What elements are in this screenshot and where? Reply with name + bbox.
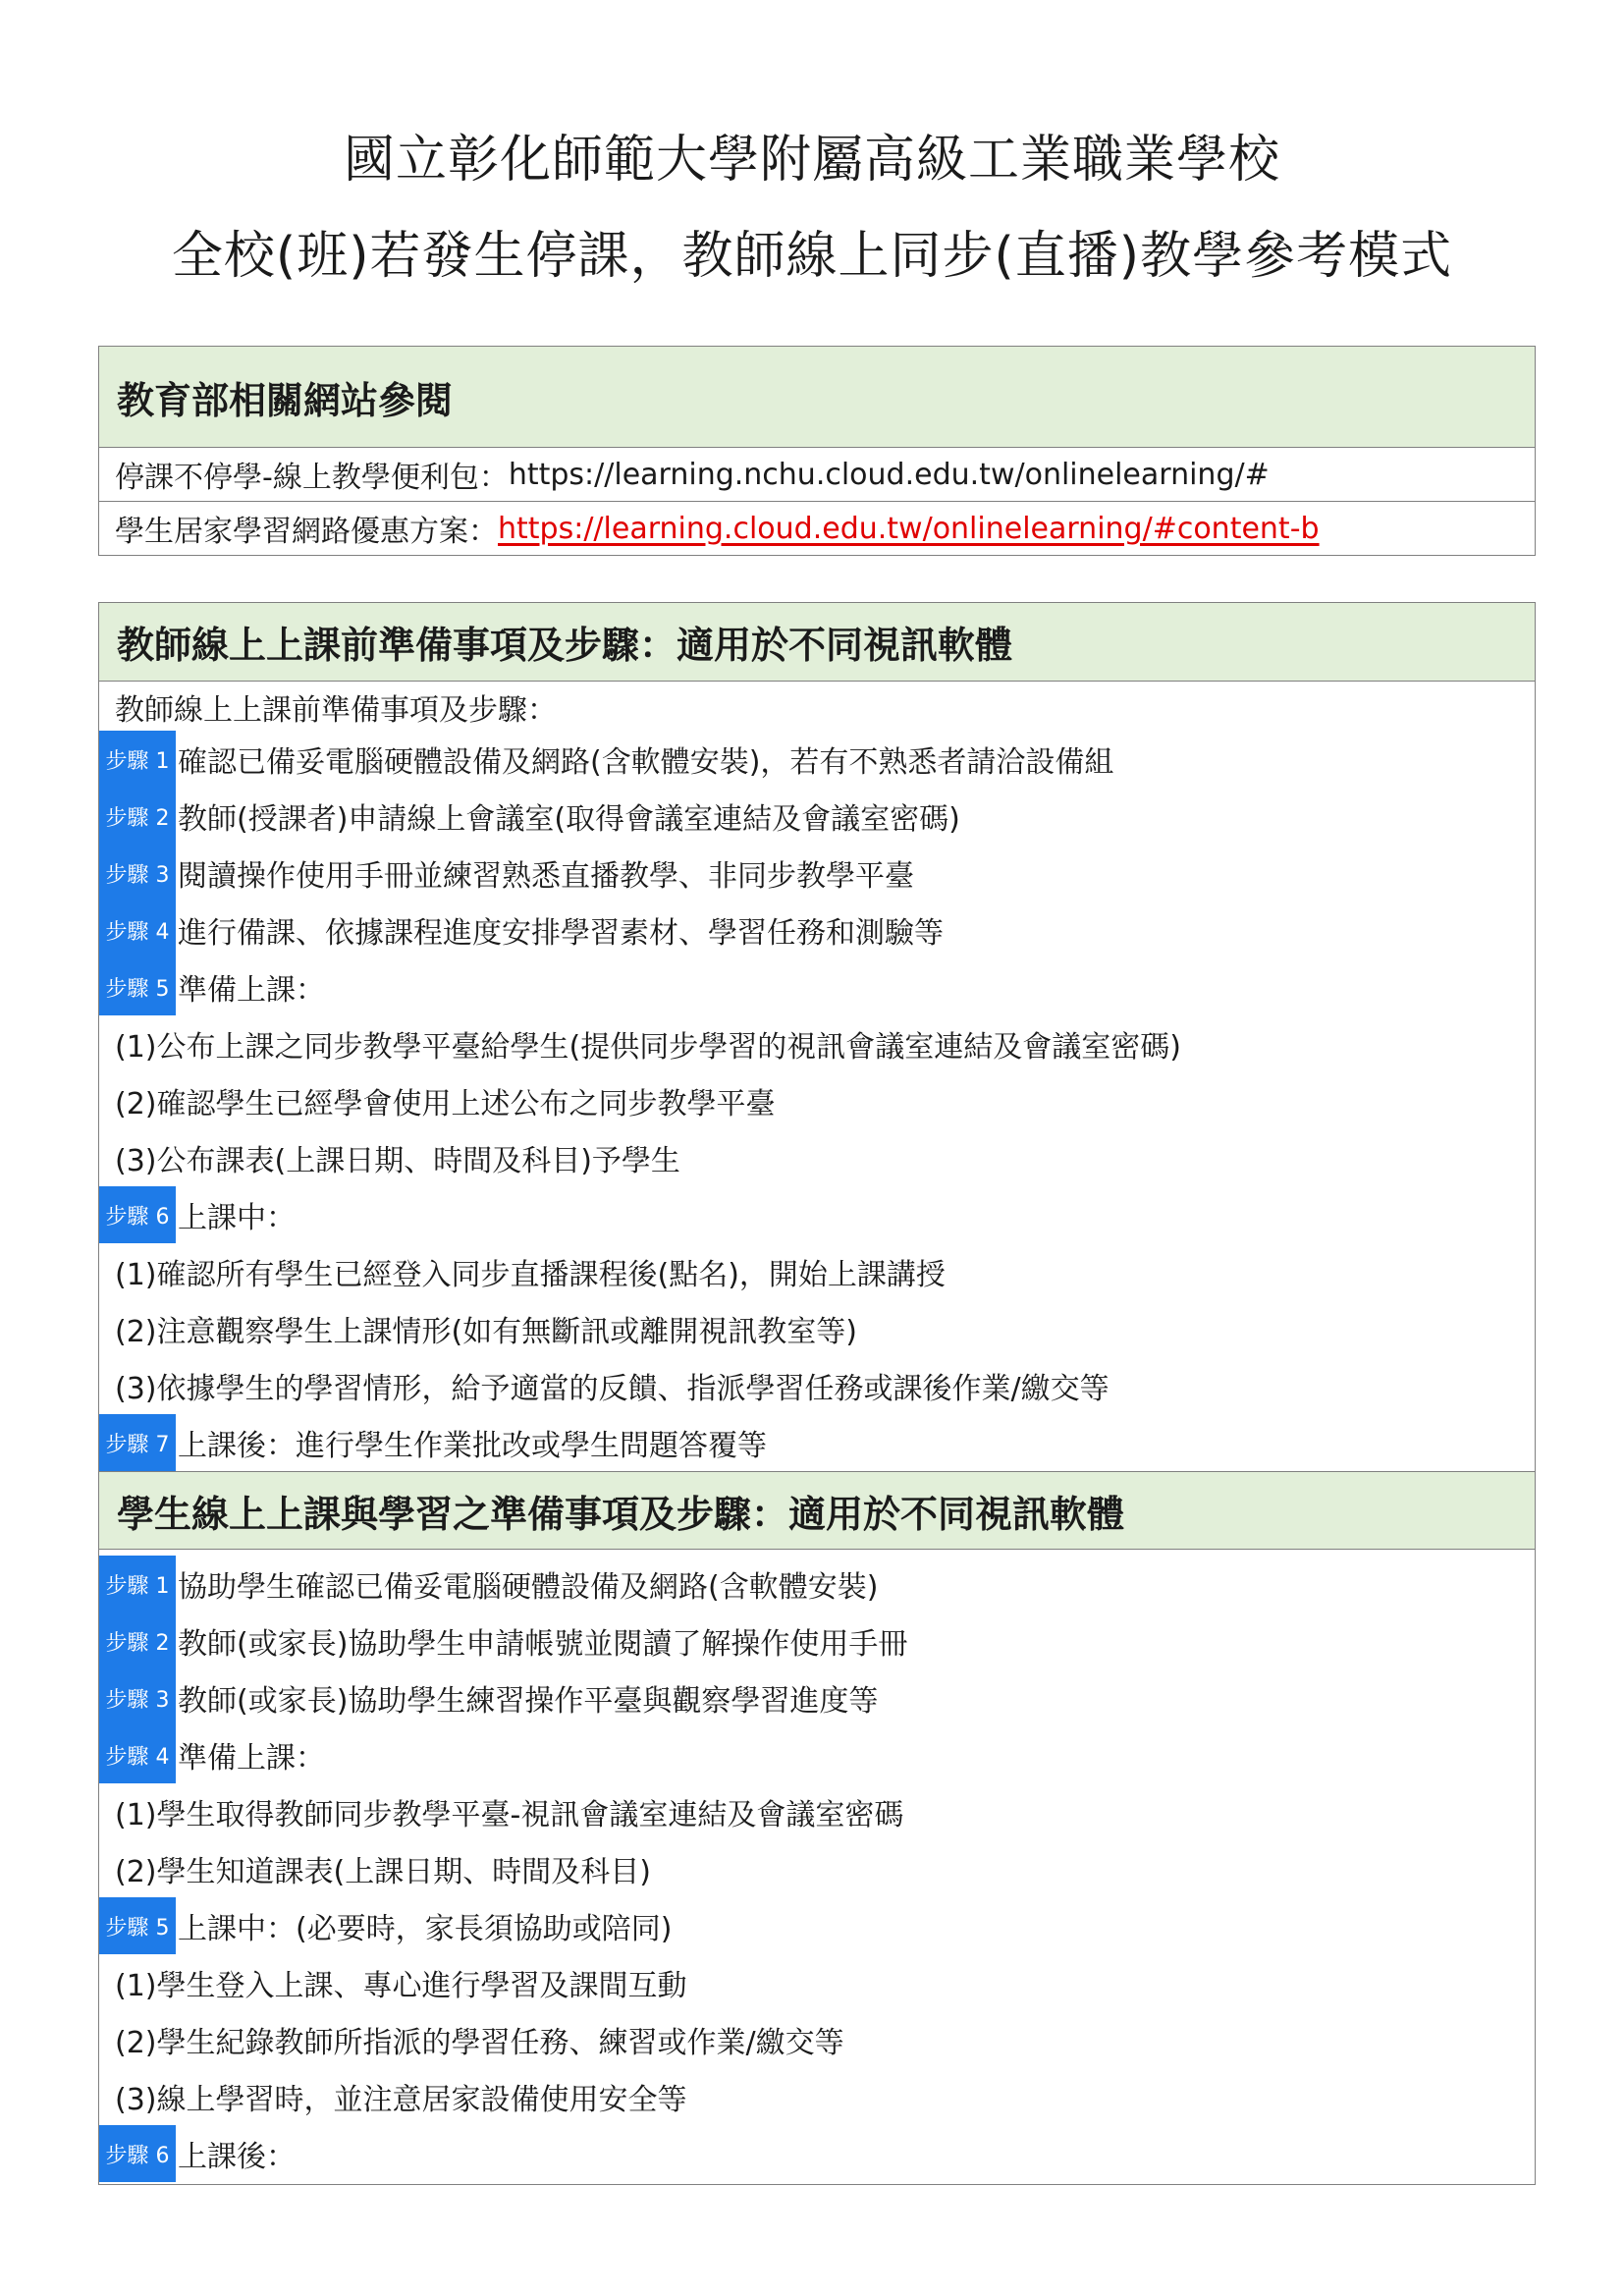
teacher-step-line: [99, 1243, 1535, 1300]
step-text: 上課後：: [178, 2140, 296, 2174]
step-text: 準備上課：: [178, 1741, 325, 1776]
teacher-step-line: [99, 731, 1535, 788]
step-text: 上課後：進行學生作業批改或學生問題答覆等: [178, 1429, 767, 1463]
step-badge: 步驟 1: [99, 1556, 176, 1613]
teacher-step-line: [99, 1300, 1535, 1357]
teacher-step-list: [99, 731, 1535, 1471]
moe-row-network-offer-label: 學生居家學習網路優惠方案：: [115, 515, 498, 549]
student-step-list: [99, 1550, 1535, 2182]
teacher-step-line: [99, 1357, 1535, 1414]
moe-reference-header: 教育部相關網站參閱: [99, 347, 1535, 448]
step-text: 進行備課、依據課程進度安排學習素材、學習任務和測驗等: [178, 916, 944, 951]
step-badge: 步驟 3: [99, 1669, 176, 1726]
step-badge: 步驟 4: [99, 1726, 176, 1783]
step-text: 教師(或家長)協助學生申請帳號並閱讀了解操作使用手冊: [178, 1627, 908, 1662]
teacher-step-line: [99, 788, 1535, 845]
teacher-intro: 教師線上上課前準備事項及步驟：: [115, 693, 557, 728]
step-badge: 步驟 5: [99, 1897, 176, 1954]
teacher-step-line: [99, 902, 1535, 958]
step-text: (2)注意觀察學生上課情形(如有無斷訊或離開視訊教室等): [115, 1315, 857, 1349]
step-badge: 步驟 5: [99, 958, 176, 1015]
step-text: 教師(授課者)申請線上會議室(取得會議室連結及會議室密碼): [178, 802, 960, 837]
moe-network-offer-link[interactable]: https://learning.cloud.edu.tw/onlinelearning/#content-b: [498, 511, 1320, 546]
step-badge: 步驟 7: [99, 1414, 176, 1471]
moe-row-toolkit-label: 停課不停學-線上教學便利包：: [115, 461, 509, 495]
student-step-line: [99, 1613, 1535, 1669]
step-text: (1)學生取得教師同步教學平臺-視訊會議室連結及會議室密碼: [115, 1798, 904, 1832]
teacher-step-line: [99, 1186, 1535, 1243]
teacher-section-header: 教師線上上課前準備事項及步驟：適用於不同視訊軟體: [99, 603, 1535, 682]
teacher-step-line: [99, 1414, 1535, 1471]
document-title-line1: 國立彰化師範大學附屬高級工業職業學校: [343, 131, 1280, 190]
step-badge: 步驟 6: [99, 2125, 176, 2182]
steps-box: [98, 602, 1536, 2185]
step-badge: 步驟 4: [99, 902, 176, 958]
step-badge: 步驟 2: [99, 788, 176, 845]
student-step-line: [99, 1783, 1535, 1840]
teacher-step-line: [99, 1129, 1535, 1186]
step-text: (3)依據學生的學習情形，給予適當的反饋、指派學習任務或課後作業/繳交等: [115, 1372, 1110, 1406]
step-text: 準備上課：: [178, 973, 325, 1008]
teacher-step-line: [99, 1072, 1535, 1129]
step-text: (1)確認所有學生已經登入同步直播課程後(點名)，開始上課講授: [115, 1258, 946, 1292]
teacher-step-line: [99, 1015, 1535, 1072]
step-text: 上課中：: [178, 1201, 296, 1235]
teacher-step-line: [99, 958, 1535, 1015]
moe-row-network-offer: [99, 502, 1535, 555]
step-text: 上課中：(必要時，家長須協助或陪同): [178, 1912, 673, 1946]
step-text: 協助學生確認已備妥電腦硬體設備及網路(含軟體安裝): [178, 1570, 879, 1605]
student-step-line: [99, 2011, 1535, 2068]
moe-reference-box: [98, 346, 1536, 556]
student-step-line: [99, 1726, 1535, 1783]
step-text: (2)確認學生已經學會使用上述公布之同步教學平臺: [115, 1087, 776, 1121]
student-step-line: [99, 2125, 1535, 2182]
step-text: 閱讀操作使用手冊並練習熟悉直播教學、非同步教學平臺: [178, 859, 914, 894]
student-step-line: [99, 1556, 1535, 1613]
step-text: (2)學生知道課表(上課日期、時間及科目): [115, 1855, 651, 1889]
document-title-line2: 全校(班)若發生停課，教師線上同步(直播)教學參考模式: [171, 227, 1453, 286]
step-badge: 步驟 3: [99, 845, 176, 902]
step-badge: 步驟 1: [99, 731, 176, 788]
step-text: (2)學生紀錄教師所指派的學習任務、練習或作業/繳交等: [115, 2026, 844, 2060]
step-text: (3)公布課表(上課日期、時間及科目)予學生: [115, 1144, 680, 1178]
step-text: 確認已備妥電腦硬體設備及網路(含軟體安裝)，若有不熟悉者請洽設備組: [178, 745, 1114, 780]
step-text: (3)線上學習時，並注意居家設備使用安全等: [115, 2083, 687, 2117]
moe-row-toolkit: [99, 448, 1535, 502]
step-text: 教師(或家長)協助學生練習操作平臺與觀察學習進度等: [178, 1684, 879, 1719]
teacher-step-line: [99, 845, 1535, 902]
moe-toolkit-url[interactable]: https://learning.nchu.cloud.edu.tw/onlinelearning/#: [508, 457, 1270, 492]
step-badge: 步驟 2: [99, 1613, 176, 1669]
student-step-line: [99, 1669, 1535, 1726]
student-step-line: [99, 1840, 1535, 1897]
step-text: (1)學生登入上課、專心進行學習及課間互動: [115, 1969, 687, 2003]
student-step-line: [99, 1954, 1535, 2011]
step-badge: 步驟 6: [99, 1186, 176, 1243]
student-step-line: [99, 1897, 1535, 1954]
step-text: (1)公布上課之同步教學平臺給學生(提供同步學習的視訊會議室連結及會議室密碼): [115, 1030, 1181, 1065]
student-section-header: 學生線上上課與學習之準備事項及步驟：適用於不同視訊軟體: [99, 1471, 1535, 1550]
student-step-line: [99, 2068, 1535, 2125]
